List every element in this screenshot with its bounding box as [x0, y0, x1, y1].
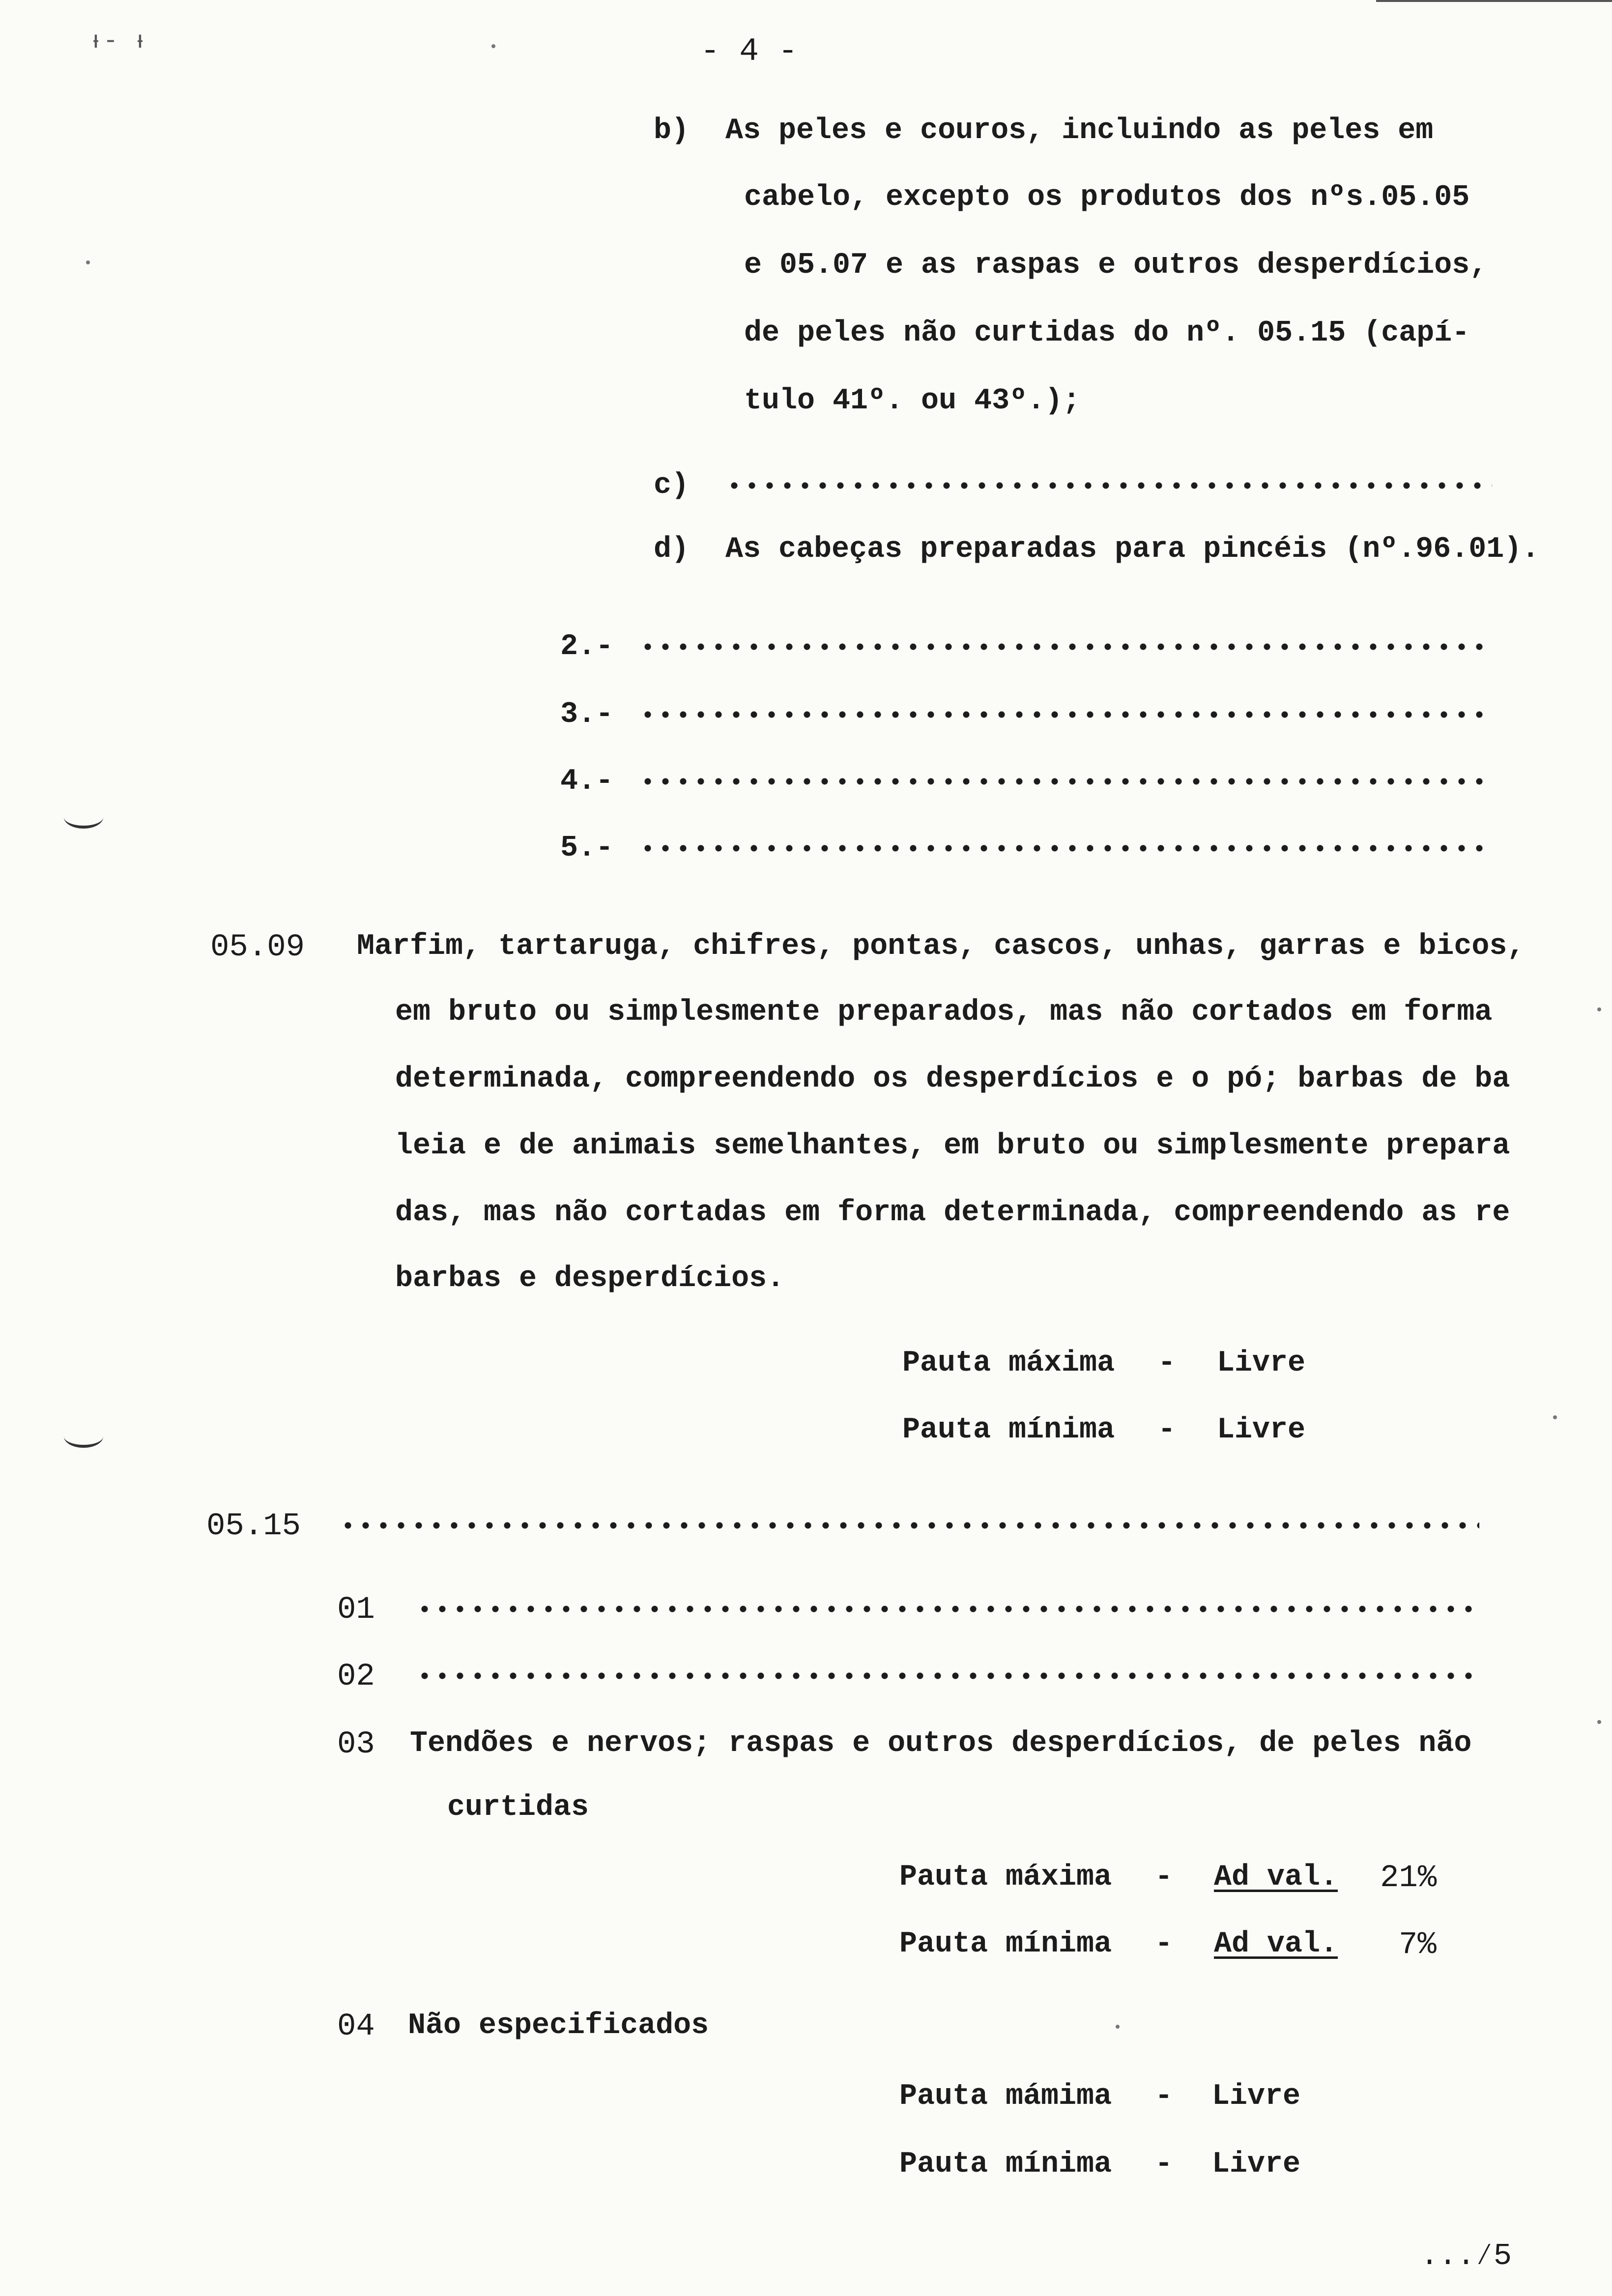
speck: [86, 260, 90, 264]
pauta-value: Livre: [1212, 2148, 1301, 2181]
item-b-line: As peles e couros, incluindo as peles em: [725, 114, 1434, 147]
numbered-item-label: 3.-: [560, 698, 614, 731]
top-edge-line: [1376, 0, 1612, 2]
heading-0509-line: Marfim, tartaruga, chifres, pontas, cascos, unhas, garras e bicos,: [357, 930, 1525, 963]
heading-0509-line: barbas e desperdícios.: [395, 1262, 785, 1295]
pauta-value: Livre: [1212, 2080, 1301, 2113]
speck: [1597, 1007, 1601, 1011]
item-d-label: d): [654, 533, 690, 566]
numbered-item-label: 2.-: [560, 630, 614, 663]
pauta-dash: -: [1158, 1347, 1176, 1380]
item-c-label: c): [654, 469, 690, 502]
heading-0509-line: determinada, compreendendo os desperdícios e o pó; barbas de ba: [395, 1062, 1510, 1096]
dot-leader: [639, 632, 1492, 661]
speck: [1553, 1415, 1557, 1419]
dot-leader: [416, 1594, 1479, 1624]
item-b-line: de peles não curtidas do nº. 05.15 (capí-: [744, 316, 1470, 350]
heading-code-0515: 05.15: [206, 1509, 301, 1544]
dot-leader: [639, 700, 1492, 729]
heading-0509-line: das, mas não cortadas em forma determinada, compreendendo as re: [395, 1196, 1510, 1230]
heading-0509-line: em bruto ou simplesmente preparados, mas não cortados em forma: [395, 996, 1493, 1029]
pauta-dash: -: [1155, 1861, 1173, 1894]
subheading-code: 02: [337, 1659, 375, 1694]
pauta-label: Pauta máxima: [902, 1347, 1115, 1380]
dot-leader: [725, 471, 1492, 500]
pauta-label: Pauta máxima: [899, 1861, 1112, 1894]
pauta-value: 7%: [1399, 1927, 1437, 1963]
subheading-04-text: Não especificados: [408, 2009, 709, 2042]
subheading-code: 01: [337, 1592, 375, 1628]
item-b-line: tulo 41º. ou 43º.);: [744, 384, 1081, 418]
numbered-item-label: 5.-: [560, 832, 614, 865]
pauta-value: Livre: [1217, 1347, 1306, 1380]
pauta-dash: -: [1155, 1927, 1173, 1961]
dot-leader: [639, 833, 1492, 863]
corner-handwritten-mark: ᵻ- ᵼ: [88, 28, 148, 56]
item-d-text: As cabeças preparadas para pincéis (nº.96.01).: [725, 533, 1540, 566]
item-b-label: b): [654, 114, 690, 147]
dot-leader: [639, 767, 1492, 796]
heading-0509-line: leia e de animais semelhantes, em bruto ou simplesmente prepara: [395, 1129, 1510, 1163]
punch-hole-mark-1: [64, 806, 103, 829]
pauta-value: 21%: [1380, 1861, 1437, 1896]
dot-leader: [416, 1661, 1479, 1691]
speck: [491, 44, 495, 48]
page-number: - 4 -: [700, 33, 798, 70]
pauta-rate: Ad val.: [1214, 1861, 1338, 1894]
subheading-03-text: curtidas: [447, 1791, 589, 1824]
pauta-dash: -: [1158, 1413, 1176, 1447]
pauta-label: Pauta mínima: [902, 1413, 1115, 1447]
continuation-marker: ...⁄5: [1420, 2239, 1512, 2273]
pauta-dash: -: [1155, 2148, 1173, 2181]
speck: [1597, 1720, 1601, 1724]
pauta-label: Pauta mínima: [899, 2148, 1112, 2181]
item-b-line: e 05.07 e as raspas e outros desperdícios,: [744, 249, 1488, 282]
pauta-value: Livre: [1217, 1413, 1306, 1447]
speck: [1116, 2025, 1120, 2029]
numbered-item-label: 4.-: [560, 765, 614, 798]
heading-code-0509: 05.09: [210, 930, 305, 965]
subheading-03-text: Tendões e nervos; raspas e outros desperdícios, de peles não: [410, 1727, 1472, 1760]
dot-leader: [339, 1511, 1479, 1540]
pauta-label: Pauta mámima: [899, 2080, 1112, 2113]
pauta-label: Pauta mínima: [899, 1927, 1112, 1961]
subheading-code: 03: [337, 1727, 375, 1762]
item-b-line: cabelo, excepto os produtos dos nºs.05.05: [744, 181, 1470, 214]
punch-hole-mark-2: [64, 1425, 103, 1448]
pauta-dash: -: [1155, 2080, 1173, 2113]
subheading-code: 04: [337, 2009, 375, 2044]
pauta-rate: Ad val.: [1214, 1927, 1338, 1961]
